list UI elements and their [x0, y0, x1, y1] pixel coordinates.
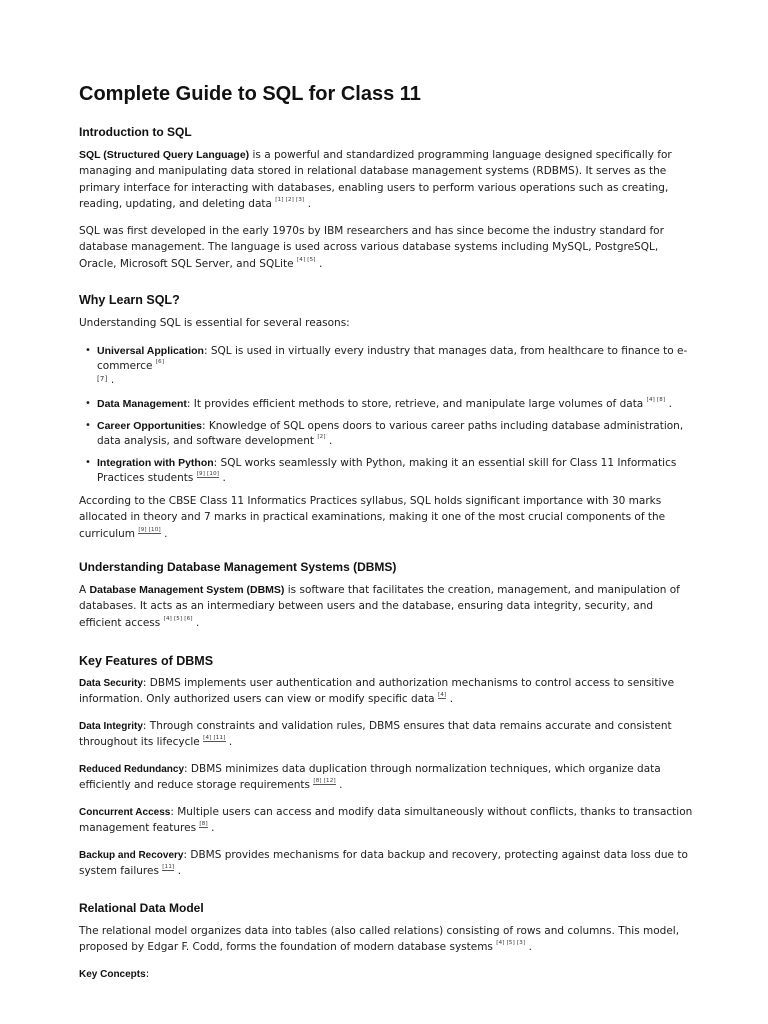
dbms-paragraph-text: is software that facilitates the creation, management, and manipulation of databases. It acts as an intermediary between users and the database, ensuring data integrity, security, and efficient access [79, 584, 680, 629]
feature-data-integrity: Data Integrity: Through constraints and validation rules, DBMS ensures that data remains accurate and consistent throughout its lifecycle [4] [11] . [79, 720, 672, 748]
feature-text: : Through constraints and validation rules, DBMS ensures that data remains accurate and consistent throughout its lifecycle [79, 720, 672, 748]
feature-backup-recovery: Backup and Recovery: DBMS provides mechanisms for data backup and recovery, protecting against data loss due to system failures [11] . [79, 849, 688, 877]
list-item: • Integration with Python: SQL works seamlessly with Python, making it an essential skill for Class 11 Informatics Practices students [9] [10] . [85, 457, 677, 484]
heading-dbms: Understanding Database Management Systems (DBMS) [79, 560, 397, 574]
citation-refs[interactable]: [7] [97, 375, 108, 383]
relational-paragraph: The relational model organizes data into tables (also called relations) consisting of rows and columns. This model, proposed by Edgar F. Codd, forms the foundation of modern database systems [4] [5] [3] . [79, 925, 680, 954]
citation-refs[interactable]: [8] [199, 820, 208, 827]
list-item: • Universal Application: SQL is used in virtually every industry that manages data, from healthcare to finance to e-commerce [6] [7] . [85, 345, 688, 386]
why-lead-text: Understanding SQL is essential for several reasons: [79, 317, 350, 329]
feature-term: Data Integrity [79, 721, 143, 732]
bullet-icon: • [85, 457, 91, 468]
feature-text: : DBMS implements user authentication and authorization mechanisms to control access to sensitive information. Only authorized users can view or modify specific data [79, 677, 675, 705]
cbse-paragraph: According to the CBSE Class 11 Informatics Practices syllabus, SQL holds significant importance with 30 marks allocated in theory and 7 marks in practical examinations, making it one of the most crucial components of the curriculum [9] [10] . [79, 495, 666, 540]
feature-text: : DBMS provides mechanisms for data backup and recovery, protecting against data loss due to system failures [79, 849, 688, 877]
citation-refs[interactable]: [4] [5] [296, 256, 316, 263]
feature-concurrent-access: Concurrent Access: Multiple users can access and modify data simultaneously without conflicts, thanks to transaction management features [8] . [79, 806, 693, 834]
bullet-icon: • [85, 398, 91, 409]
intro-paragraph-2: SQL was first developed in the early 1970s by IBM researchers and has since become the industry standard for database management. The language is used across various database systems including MySQL, PostgreSQL, Oracle, Microsoft SQL Server, and SQLite [4] [5] . [79, 225, 664, 270]
heading-relational-model: Relational Data Model [79, 901, 204, 915]
feature-reduced-redundancy: Reduced Redundancy: DBMS minimizes data duplication through normalization techniques, which organize data efficiently and reduce storage requirements [8] [12] . [79, 763, 661, 791]
key-concepts-term: Key Concepts [79, 969, 146, 980]
intro-paragraph-1: SQL (Structured Query Language) is a powerful and standardized programming language designed specifically for managing and manipulating data stored in relational database management systems (RDBMS). It serves as the primary interface for interacting with databases, enabling users to perform various operations such as creating, reading, updating, and deleting data [1] [2] [3] . [79, 149, 672, 210]
cbse-paragraph-text: According to the CBSE Class 11 Informatics Practices syllabus, SQL holds significant importance with 30 marks allocated in theory and 7 marks in practical examinations, making it one of the most crucial components of the curriculum [79, 495, 666, 540]
list-item: • Career Opportunities: Knowledge of SQL opens doors to various career paths including database administration, data analysis, and software development [2] . [85, 420, 684, 447]
feature-term: Backup and Recovery [79, 850, 184, 861]
citation-refs[interactable]: [4] [11] [203, 734, 226, 741]
citation-refs[interactable]: [6] [155, 358, 165, 365]
list-item-text: : Knowledge of SQL opens doors to various career paths including database administration, data analysis, and software development [97, 420, 684, 447]
citation-refs[interactable]: [4] [437, 691, 447, 698]
dbms-definition-term: Database Management System (DBMS) [89, 584, 285, 596]
heading-why-learn-sql: Why Learn SQL? [79, 293, 180, 307]
heading-key-features: Key Features of DBMS [79, 654, 214, 668]
citation-refs[interactable]: [4] [5] [6] [163, 615, 193, 622]
citation-refs[interactable]: [9] [10] [196, 470, 220, 477]
list-item-term: Integration with Python [97, 457, 214, 469]
bullet-icon: • [85, 345, 91, 356]
heading-introduction: Introduction to SQL [79, 125, 192, 139]
citation-refs[interactable]: [4] [5] [3] [496, 940, 526, 947]
list-item-text: : SQL is used in virtually every industry that manages data, from healthcare to finance to e-commerce [97, 345, 688, 372]
feature-text: : DBMS minimizes data duplication through normalization techniques, which organize data efficiently and reduce storage requirements [79, 763, 661, 791]
intro-paragraph-2-text: SQL was first developed in the early 1970s by IBM researchers and has since become the industry standard for database management. The language is used across various database systems including MySQL, PostgreSQL, Oracle, Microsoft SQL Server, and SQLite [79, 225, 664, 270]
feature-text: : Multiple users can access and modify data simultaneously without conflicts, thanks to transaction management features [79, 806, 693, 834]
citation-refs[interactable]: [9] [10] [138, 526, 161, 533]
intro-paragraph-1-text: is a powerful and standardized programming language designed specifically for managing and manipulating data stored in relational database management systems (RDBMS). It serves as the primary interface for interacting with databases, enabling users to perform various operations such as creating, reading, updating, and deleting data [79, 149, 672, 210]
list-item-text: : It provides efficient methods to store, retrieve, and manipulate large volumes of data [186, 398, 644, 410]
citation-refs[interactable]: [2] [317, 433, 326, 440]
key-concepts-colon: : [145, 968, 150, 980]
list-item-term: Universal Application [97, 345, 204, 357]
citation-refs[interactable]: [1] [2] [3] [275, 196, 305, 203]
list-item: • Data Management: It provides efficient methods to store, retrieve, and manipulate large volumes of data [4] [8] . [85, 397, 673, 410]
bullet-icon: • [85, 420, 91, 431]
dbms-paragraph: A Database Management System (DBMS) is software that facilitates the creation, management, and manipulation of databases. It acts as an intermediary between users and the database, ensuring data integrity, security, and efficient access [4] [5] [6] . [79, 584, 680, 629]
key-concepts-label [79, 967, 693, 983]
feature-term: Reduced Redundancy [79, 764, 185, 775]
feature-data-security: Data Security: DBMS implements user authentication and authorization mechanisms to control access to sensitive information. Only authorized users can view or modify specific data [4] . [79, 677, 675, 705]
list-item-term: Data Management [97, 398, 187, 410]
list-item-term: Career Opportunities [97, 420, 203, 432]
feature-term: Data Security [79, 678, 143, 689]
feature-term: Concurrent Access [79, 807, 171, 818]
citation-refs[interactable]: [11] [162, 863, 175, 870]
citation-refs[interactable]: [4] [8] [646, 397, 666, 403]
relational-paragraph-text: The relational model organizes data into tables (also called relations) consisting of rows and columns. This model, proposed by Edgar F. Codd, forms the foundation of modern database systems [79, 925, 680, 954]
dbms-paragraph-prefix: A [79, 584, 90, 596]
list-item-text: : SQL works seamlessly with Python, making it an essential skill for Class 11 Informatics Practices students [97, 457, 677, 484]
sql-definition-term: SQL (Structured Query Language) [79, 149, 250, 161]
citation-refs[interactable]: [8] [12] [313, 777, 336, 784]
page-title: Complete Guide to SQL for Class 11 [79, 83, 421, 105]
